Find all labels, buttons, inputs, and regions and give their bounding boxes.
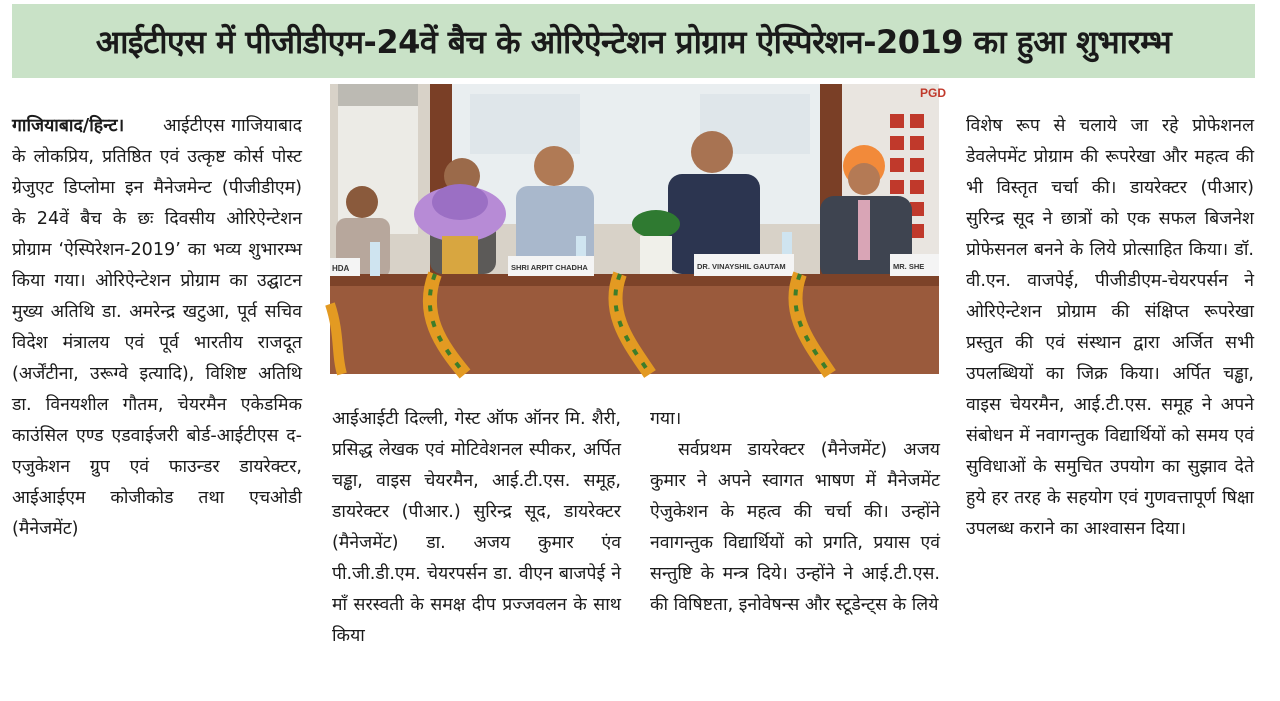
nameplate-1-text: HDA xyxy=(332,264,350,273)
column-1-paragraph xyxy=(12,111,302,545)
dateline: गाजियाबाद/हिन्ट। xyxy=(12,116,125,136)
article-column-4 xyxy=(966,111,1254,545)
article-column-3 xyxy=(650,404,940,621)
nameplate-4-text: MR. SHE xyxy=(893,262,925,271)
event-photo-illustration xyxy=(330,84,947,374)
column-3-paragraph-2: सर्वप्रथम डायरेक्टर (मैनेजमेंट) अजय कुमार ने अपने स्वागत भाषण में मैनेजमेंट ऐजुकेशन के महत्व की चर्चा की। उन्होंने नवागन्तुक विद्यार्थियों को प्रगति, प्रयास एवं सन्तुष्टि के मन्त्र दिये। उन्होंने ने आई.टी.एस. की विषिष्टता, इनोवेषन्स और स्टूडेन्ट्स के लिये xyxy=(650,440,940,615)
nameplate-2-text: SHRI ARPIT CHADHA xyxy=(511,263,588,272)
column-2-text: आईआईटी दिल्ली, गेस्ट ऑफ ऑनर मि. शैरी, प्रसिद्ध लेखक एवं मोटिवेशनल स्पीकर, अर्पित चड्ढा, वाइस चेयरमैन, आई.टी.एस. समूह, डायरेक्टर (पीआर.) सुरिन्द्र सूद, डायरेक्टर (मैनेजमेंट) डा. अजय कुमार एंव पी.जी.डी.एम. चेयरपर्सन डा. वीएन बाजपेई ने माँ सरस्वती के समक्ष दीप प्रज्जवलन के साथ किया xyxy=(332,409,621,646)
headline-banner xyxy=(12,4,1255,78)
nameplate-2 xyxy=(508,256,594,276)
nameplate-3 xyxy=(694,254,794,276)
article-column-1 xyxy=(12,111,302,545)
nameplate-4 xyxy=(890,254,939,276)
event-photo xyxy=(330,84,947,374)
nameplate-1 xyxy=(330,258,360,276)
headline: आईटीएस में पीजीडीएम-24वें बैच के ओरिऐन्टेशन प्रोग्राम ऐस्पिरेशन-2019 का हुआ शुभारम्भ xyxy=(95,22,1172,61)
column-3-paragraph-1: गया। xyxy=(650,409,682,429)
nameplate-3-text: DR. VINAYSHIL GAUTAM xyxy=(697,262,786,271)
column-1-text: आईटीएस गाजियाबाद के लोकप्रिय, प्रतिष्ठित एवं उत्कृष्ट कोर्स पोस्ट ग्रेजुएट डिप्लोमा इन मैनेजमेन्ट (पीजीडीएम) के 24वें बैच के छः दिवसीय ओरिऐन्टेशन प्रोग्राम ‘ऐस्पिरेशन-2019’ का भव्य शुभारम्भ किया गया। ओरिऐन्टेशन प्रोग्राम का उद्घाटन मुख्य अतिथि डा. अमरेन्द्र खटुआ, पूर्व सचिव विदेश मंत्रालय एवं पूर्व भारतीय राजदूत (अर्जेंटीना, उरूग्वे इत्यादि), विशिष्ट अतिथि डा. विनयशील गौतम, चेयरमैन एकेडमिक काउंसिल एण्ड एडवाईजरी बोर्ड-आईटीएस द-एजुकेशन ग्रुप एवं फाउन्डर डायरेक्टर, आईआईएम कोजीकोड तथा एचओडी (मैनेजमेंट) xyxy=(12,116,302,539)
article-column-2 xyxy=(332,404,621,652)
column-4-text: विशेष रूप से चलाये जा रहे प्रोफेशनल डेवलेपमेंट प्रोग्राम की रूपरेखा और महत्व की भी विस्तृत चर्चा की। डायरेक्टर (पीआर) सुरिन्द्र सूद ने छात्रों को एक सफल बिजनेश प्रोफेसनल बनने के लिये प्रोत्साहित किया। डॉ. वी.एन. वाजपेई, पीजीडीएम-चेयरपर्सन ने ओरिऐन्टेशन प्रोग्राम की संक्षिप्त रूपरेखा प्रस्तुत की एवं संस्थान द्वारा अर्जित सभी उपलब्धियों का जिक्र किया। अर्पित चड्ढा, वाइस चेयरमैन, आई.टी.एस. समूह ने अपने संबोधन में नवागन्तुक विद्यार्थियों को समय एवं सुविधाओं के समुचित उपयोग का सुझाव देते हुये हर तरह के सहयोग एवं गुणवत्तापूर्ण षिक्षा उपलब्ध कराने का आश्वासन दिया। xyxy=(966,116,1254,539)
banner-text: PGD xyxy=(920,86,947,100)
